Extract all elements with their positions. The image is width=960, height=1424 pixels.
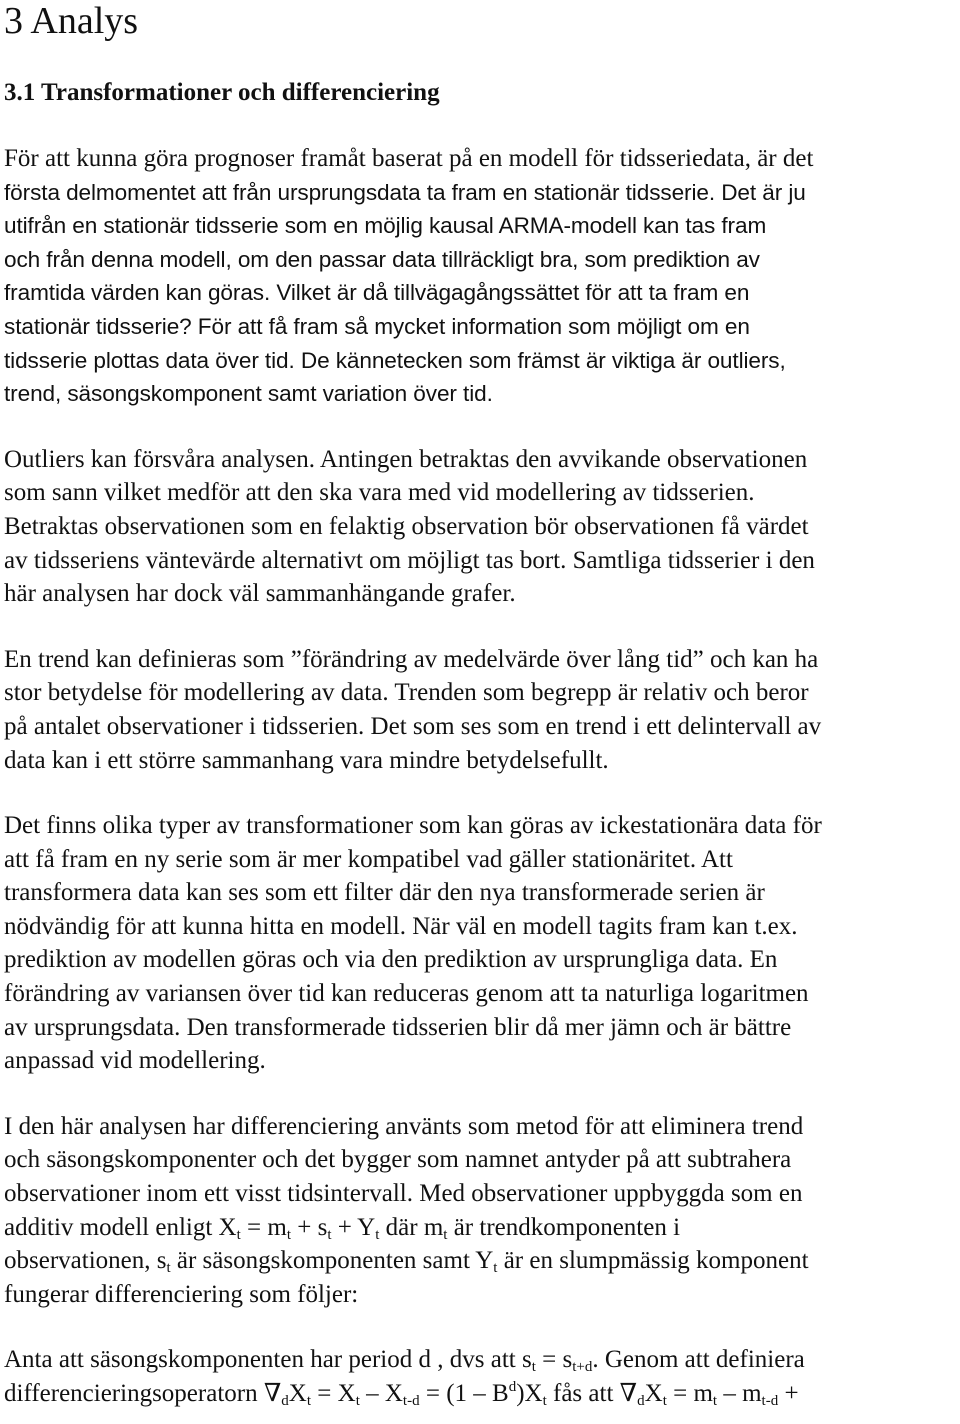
text-line: Betraktas observationen som en felaktig observation bör observationen få värdet <box>4 512 809 540</box>
subscript-t: t <box>166 1260 171 1277</box>
text-run: = s <box>535 1346 573 1374</box>
text-line: och säsongskomponenter och det bygger som namnet antyder på att subtrahera <box>4 1146 792 1174</box>
paragraph-trend <box>4 643 960 777</box>
text-run: – m <box>717 1380 762 1407</box>
subscript-t: t <box>286 1226 291 1243</box>
text-line: observationer inom ett visst tidsintervall. Med observationer uppbyggda som en <box>4 1180 803 1208</box>
paragraph-differencing <box>4 1110 960 1312</box>
text-line: stationär tidsserie? För att få fram så mycket information som möjligt om en <box>4 313 750 339</box>
text-run: fås att ∇ <box>546 1380 638 1407</box>
subscript-t: t <box>327 1226 332 1243</box>
text-line: trend, säsongskomponent samt variation över tid. <box>4 381 493 407</box>
text-line: För att kunna göra prognoser framåt baserat på en modell för tidsseriedata, är det <box>4 145 814 172</box>
paragraph-outliers <box>4 443 960 611</box>
text-run: är en slumpmässig komponent <box>497 1247 809 1275</box>
text-run: + s <box>291 1213 328 1241</box>
text-run: – X <box>359 1380 403 1407</box>
text-line: prediktion av modellen göras och via den prediktion av ursprungliga data. En <box>4 946 778 974</box>
subscript-t: t <box>236 1226 241 1243</box>
text-line: nödvändig för att kunna hitta en modell. När väl en modell tagits fram kan t.ex. <box>4 912 798 940</box>
text-line: anpassad vid modellering. <box>4 1047 266 1075</box>
paragraph-stationary-series <box>4 142 960 411</box>
text-line: data kan i ett större sammanhang vara mindre betydelsefullt. <box>4 746 609 774</box>
subscript-t: t <box>542 1393 547 1409</box>
text-run: är trendkomponenten i <box>447 1213 681 1241</box>
subscript-t-plus-d: t+d <box>572 1359 593 1376</box>
additive-model-line <box>4 1211 960 1245</box>
text-line: att få fram en ny serie som är mer kompatibel vad gäller stationäritet. Att <box>4 845 733 873</box>
text-run: X <box>288 1380 307 1407</box>
text-line: förändring av variansen över tid kan reduceras genom att ta naturliga logaritmen <box>4 980 809 1008</box>
text-line: tidsserie plottas data över tid. De kännetecken som främst är viktiga är outliers, <box>4 347 786 373</box>
operator-line <box>4 1377 960 1411</box>
text-line: Outliers kan försvåra analysen. Antingen betraktas den avvikande observationen <box>4 445 808 473</box>
text-line: framtida värden kan göras. Vilket är då tillvägagångssättet för att ta fram en <box>4 280 750 306</box>
subscript-t-minus-d: t-d <box>402 1393 420 1409</box>
paragraph-transformations <box>4 809 960 1078</box>
text-run: X <box>644 1380 663 1407</box>
text-run: + <box>778 1380 799 1407</box>
text-run: additiv modell enligt X <box>4 1213 237 1241</box>
subscript-t: t <box>531 1359 536 1376</box>
text-run: = (1 – B <box>419 1380 509 1407</box>
text-run: = m <box>240 1213 287 1241</box>
subscript-t: t <box>355 1393 360 1409</box>
subscript-t: t <box>306 1393 312 1409</box>
text-line: på antalet observationer i tidsserien. Det som ses som en trend i ett delintervall av <box>4 712 822 740</box>
text-run: differencieringsoperatorn ∇ <box>4 1380 282 1407</box>
subscript-d: d <box>637 1393 645 1409</box>
text-line: av tidsseriens väntevärde alternativt om möjligt tas bort. Samtliga tidsserier i den <box>4 546 815 574</box>
subscript-t: t <box>493 1260 498 1277</box>
subscript-t-minus-d: t-d <box>761 1393 779 1409</box>
text-run: där m <box>379 1213 444 1241</box>
text-line: En trend kan definieras som ”förändring av medelvärde över lång tid” och kan ha <box>4 645 819 673</box>
section-heading: 3.1 Transformationer och differenciering <box>4 79 440 106</box>
text-run: är säsongskomponenten samt Y <box>170 1247 494 1275</box>
period-line <box>4 1343 960 1377</box>
subscript-t: t <box>375 1226 380 1243</box>
text-run: = m <box>666 1380 713 1407</box>
text-line: som sann vilket medför att den ska vara med vid modellering av tidsserien. <box>4 479 755 507</box>
text-line: Det finns olika typer av transformationer som kan göras av ickestationära data för <box>4 812 822 840</box>
text-line: utifrån en stationär tidsserie som en möjlig kausal ARMA-modell kan tas fram <box>4 213 767 239</box>
subscript-t: t <box>662 1393 667 1409</box>
text-run: . Genom att definiera <box>592 1346 805 1374</box>
paragraph-operator <box>4 1343 960 1410</box>
superscript-d: d <box>508 1379 517 1395</box>
text-line: av ursprungsdata. Den transformerade tidsserien blir då mer jämn och är bättre <box>4 1013 792 1041</box>
text-line: och från denna modell, om den passar data tillräckligt bra, som prediktion av <box>4 246 760 272</box>
text-run: )X <box>516 1380 543 1407</box>
text-run: Anta att säsongskomponenten har period d , dvs att s <box>4 1346 532 1374</box>
text-line: här analysen har dock väl sammanhängande grafer. <box>4 580 516 608</box>
subscript-d: d <box>281 1393 289 1409</box>
text-run: = X <box>311 1380 356 1407</box>
text-line: fungerar differenciering som följer: <box>4 1280 359 1308</box>
text-line: transformera data kan ses som ett filter där den nya transformerade serien är <box>4 879 765 907</box>
text-line: I den här analysen har differenciering använts som metod för att eliminera trend <box>4 1112 804 1140</box>
subscript-t: t <box>443 1226 448 1243</box>
text-run: observationen, s <box>4 1247 167 1275</box>
document-page <box>4 0 960 1411</box>
components-line <box>4 1244 960 1278</box>
subscript-t: t <box>712 1393 718 1409</box>
text-run: + Y <box>331 1213 376 1241</box>
text-line: första delmomentet att från ursprungsdata ta fram en stationär tidsserie. Det är ju <box>4 179 806 205</box>
text-line: stor betydelse för modellering av data. Trenden som begrepp är relativ och beror <box>4 679 809 707</box>
chapter-heading: 3 Analys <box>4 0 139 42</box>
